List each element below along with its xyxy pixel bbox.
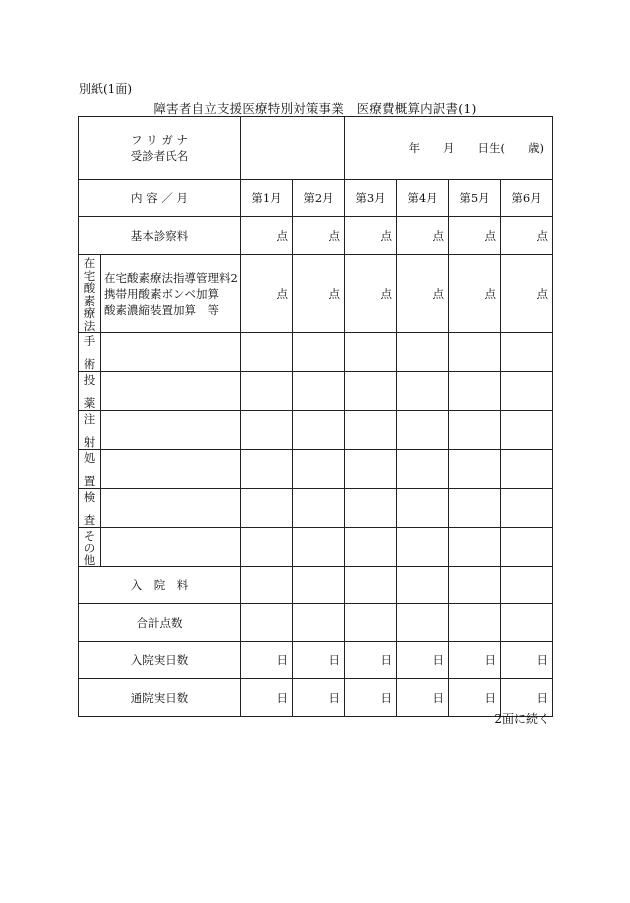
medication-month-5[interactable] (449, 372, 501, 411)
total-points-label: 合計点数 (79, 604, 241, 642)
examination-month-3[interactable] (345, 489, 397, 528)
injection-month-2[interactable] (293, 411, 345, 450)
examination-detail[interactable] (101, 489, 241, 528)
outpatient-days-label: 通院実日数 (79, 679, 241, 717)
inpatient-days-month-2[interactable]: 日 (293, 642, 345, 679)
examination-month-2[interactable] (293, 489, 345, 528)
outpatient-days-month-6[interactable]: 日 (501, 679, 553, 717)
total-points-month-2[interactable] (293, 604, 345, 642)
examination-month-4[interactable] (397, 489, 449, 528)
surgery-category-label: 手 術 (79, 333, 101, 372)
surgery-month-6[interactable] (501, 333, 553, 372)
total-points-month-4[interactable] (397, 604, 449, 642)
furigana-label: フ リ ガ ナ (131, 133, 188, 147)
basic-fee-month-6[interactable]: 点 (501, 217, 553, 255)
month-1-header: 第1月 (241, 180, 293, 217)
birth-date-field[interactable] (345, 117, 553, 180)
other-month-6[interactable] (501, 528, 553, 567)
month-3-header: 第3月 (345, 180, 397, 217)
injection-month-3[interactable] (345, 411, 397, 450)
patient-name-label: 受診者氏名 (130, 149, 189, 163)
surgery-month-1[interactable] (241, 333, 293, 372)
outpatient-days-month-4[interactable]: 日 (397, 679, 449, 717)
outpatient-days-month-2[interactable]: 日 (293, 679, 345, 717)
other-category-label: そ の 他 (79, 528, 101, 567)
hospitalization-fee-month-2[interactable] (293, 567, 345, 604)
treatment-month-3[interactable] (345, 450, 397, 489)
home-oxygen-item-2: 携帯用酸素ボンベ加算 (104, 286, 219, 301)
basic-fee-month-5[interactable]: 点 (449, 217, 501, 255)
home-oxygen-month-6[interactable]: 点 (501, 255, 553, 333)
treatment-month-5[interactable] (449, 450, 501, 489)
treatment-month-2[interactable] (293, 450, 345, 489)
surgery-month-5[interactable] (449, 333, 501, 372)
total-points-month-6[interactable] (501, 604, 553, 642)
inpatient-days-month-6[interactable]: 日 (501, 642, 553, 679)
injection-row (79, 411, 553, 450)
treatment-category-label: 処 置 (79, 450, 101, 489)
injection-detail[interactable] (101, 411, 241, 450)
examination-category-label: 検 査 (79, 489, 101, 528)
inpatient-days-month-4[interactable]: 日 (397, 642, 449, 679)
birth-date-label: 年 月 日生( 歳) (408, 141, 545, 155)
examination-month-1[interactable] (241, 489, 293, 528)
cost-breakdown-table (78, 116, 553, 717)
inpatient-days-row (79, 642, 553, 679)
inpatient-days-month-3[interactable]: 日 (345, 642, 397, 679)
content-month-label: 内 容 ／ 月 (79, 180, 241, 217)
examination-month-6[interactable] (501, 489, 553, 528)
home-oxygen-month-2[interactable]: 点 (293, 255, 345, 333)
outpatient-days-month-1[interactable]: 日 (241, 679, 293, 717)
treatment-month-1[interactable] (241, 450, 293, 489)
medication-month-4[interactable] (397, 372, 449, 411)
hospitalization-fee-month-4[interactable] (397, 567, 449, 604)
injection-category-label: 注 射 (79, 411, 101, 450)
month-5-header: 第5月 (449, 180, 501, 217)
home-oxygen-row (79, 255, 553, 333)
other-month-4[interactable] (397, 528, 449, 567)
continued-label: 2面に続く (494, 712, 550, 726)
other-month-1[interactable] (241, 528, 293, 567)
total-points-month-5[interactable] (449, 604, 501, 642)
surgery-month-3[interactable] (345, 333, 397, 372)
month-2-header: 第2月 (293, 180, 345, 217)
basic-fee-month-1[interactable]: 点 (241, 217, 293, 255)
hospitalization-fee-month-1[interactable] (241, 567, 293, 604)
basic-fee-label: 基本診察料 (79, 217, 241, 255)
basic-fee-row (79, 217, 553, 255)
injection-month-5[interactable] (449, 411, 501, 450)
outpatient-days-month-5[interactable]: 日 (449, 679, 501, 717)
other-month-3[interactable] (345, 528, 397, 567)
home-oxygen-category-label: 在 宅 酸 素 療 法 (79, 255, 101, 333)
home-oxygen-month-3[interactable]: 点 (345, 255, 397, 333)
examination-row (79, 489, 553, 528)
treatment-detail[interactable] (101, 450, 241, 489)
month-header-row (79, 180, 553, 217)
surgery-month-2[interactable] (293, 333, 345, 372)
inpatient-days-month-5[interactable]: 日 (449, 642, 501, 679)
annex-label: 別紙(1面) (79, 82, 132, 96)
treatment-row (79, 450, 553, 489)
surgery-month-4[interactable] (397, 333, 449, 372)
basic-fee-month-3[interactable]: 点 (345, 217, 397, 255)
other-month-5[interactable] (449, 528, 501, 567)
inpatient-days-label: 入院実日数 (79, 642, 241, 679)
treatment-month-4[interactable] (397, 450, 449, 489)
outpatient-days-row (79, 679, 553, 717)
surgery-row (79, 333, 553, 372)
injection-month-1[interactable] (241, 411, 293, 450)
medication-row (79, 372, 553, 411)
patient-row (79, 117, 553, 180)
basic-fee-month-4[interactable]: 点 (397, 217, 449, 255)
medication-detail[interactable] (101, 372, 241, 411)
hospitalization-fee-label: 入 院 料 (79, 567, 241, 604)
injection-month-4[interactable] (397, 411, 449, 450)
other-detail[interactable] (101, 528, 241, 567)
document-title: 障害者自立支援医療特別対策事業 医療費概算内訳書(1) (153, 101, 477, 116)
home-oxygen-month-1[interactable]: 点 (241, 255, 293, 333)
examination-month-5[interactable] (449, 489, 501, 528)
home-oxygen-item-1: 在宅酸素療法指導管理料2 (104, 270, 238, 285)
patient-label-cell (79, 117, 241, 180)
home-oxygen-item-3: 酸素濃縮装置加算 等 (104, 302, 219, 317)
inpatient-days-month-1[interactable]: 日 (241, 642, 293, 679)
other-row (79, 528, 553, 567)
hospitalization-fee-row (79, 567, 553, 604)
treatment-month-6[interactable] (501, 450, 553, 489)
medication-month-6[interactable] (501, 372, 553, 411)
medication-category-label: 投 薬 (79, 372, 101, 411)
basic-fee-month-2[interactable]: 点 (293, 217, 345, 255)
outpatient-days-month-3[interactable]: 日 (345, 679, 397, 717)
month-4-header: 第4月 (397, 180, 449, 217)
home-oxygen-month-5[interactable]: 点 (449, 255, 501, 333)
medication-month-3[interactable] (345, 372, 397, 411)
patient-name-field[interactable] (241, 117, 345, 180)
home-oxygen-month-4[interactable]: 点 (397, 255, 449, 333)
injection-month-6[interactable] (501, 411, 553, 450)
total-points-month-3[interactable] (345, 604, 397, 642)
surgery-detail[interactable] (101, 333, 241, 372)
total-points-row (79, 604, 553, 642)
home-oxygen-items (101, 255, 241, 333)
medication-month-2[interactable] (293, 372, 345, 411)
medication-month-1[interactable] (241, 372, 293, 411)
other-month-2[interactable] (293, 528, 345, 567)
hospitalization-fee-month-3[interactable] (345, 567, 397, 604)
total-points-month-1[interactable] (241, 604, 293, 642)
month-6-header: 第6月 (501, 180, 553, 217)
hospitalization-fee-month-6[interactable] (501, 567, 553, 604)
hospitalization-fee-month-5[interactable] (449, 567, 501, 604)
